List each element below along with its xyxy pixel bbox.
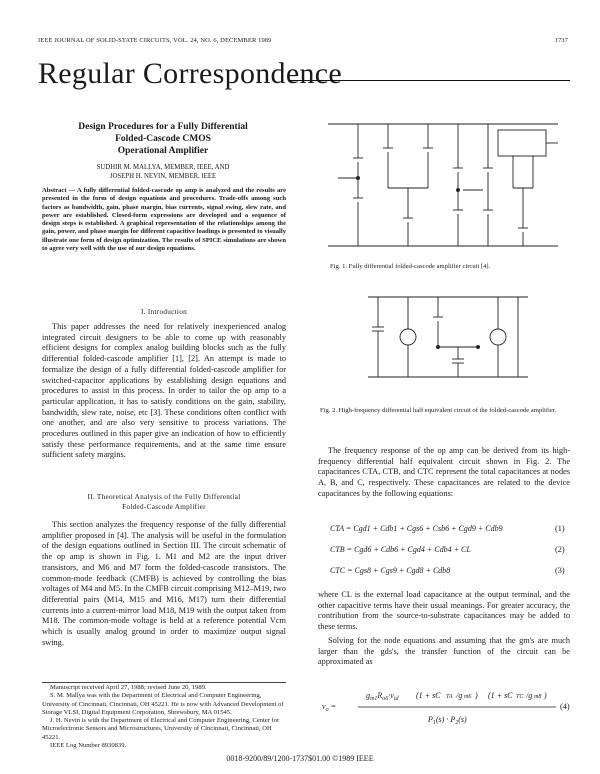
running-header — [38, 37, 568, 44]
equation-4 — [318, 676, 558, 736]
svg-text:): ) — [544, 691, 547, 700]
equation-3-number: (3) — [555, 566, 565, 575]
svg-text:TA: TA — [446, 694, 453, 700]
footnote: IEEE Log Number 8930839. — [50, 742, 127, 750]
introduction-text: This paper addresses the need for relatively inexperienced analog integrated circuit designers to be able to come up with reasonably efficient designs for complex analog building blocks such as the fully differential folded-cascode amplifier [1], [2]. An attempt is made to formalize the design of a fully differential folded-cascode amplifier for switched-capacitor applications by establishing design equations and procedures to assist in this process. In order to tailor the op amp to a particular application, it has to satisfy conditions on the gain, stability, bandwidth, slew rate, noise, etc [3]. These conditions often conflict with one another, and are also very sensitive to process variations. The procedures outlined in this paper give an indication of how to efficiently satisfy these performance requirements, and at the same time ensure sufficient safety margins. — [42, 322, 286, 460]
svg-text:vo =: $v_o$ = — [322, 702, 336, 713]
svg-text:gm1Ro6·vid: $g_{m1}R_{o6}\cdot v_{id}$ — [366, 691, 399, 702]
equation-1: CTA = Cgd1 + Cdb1 + Cgs6 + Csb6 + Cgd9 + Cdb9 — [330, 524, 503, 533]
section-2-text: This section analyzes the frequency response of the fully differential amplifier proposed in [4]. The analysis will be useful in the formulation of the design equations outlined in Section III. The circuit schematic of the op amp is shown in Fig. 1. M1 and M2 are the input driver transistors, and M6 and M7 form the folded-cascode transistors. The common-mode feedback (CMFB) is achieved by controlling the bias voltages of M4 and M5. In the CMFB circuit comprising M12–M19, two differential pairs (M14, M15 and M16, M17) turn their differential currents into a current-mirror load M18, M19 with the output taken from M18. The common-mode voltage is held at a reference potential Vcm which is usually analog ground in order to maximize output signal swing. — [42, 520, 286, 647]
paper-title-line: Operational Amplifier — [117, 146, 209, 156]
paper-title-line: Folded-Cascode CMOS — [115, 134, 211, 144]
figure-2-caption: Fig. 2. High-frequency differential half equivalent circuit of the folded-cascode amplifier. — [320, 407, 557, 414]
paper-title — [48, 121, 278, 157]
svg-text:/g: /g — [526, 691, 533, 700]
section-title: Regular Correspondence — [38, 57, 342, 90]
figure-1-caption: Fig. 1. Fully differential folded-cascode amplifier circuit [4]. — [330, 263, 491, 270]
equation-1-number: (1) — [555, 524, 565, 533]
equation-2-number: (2) — [555, 545, 565, 554]
section-2-heading-line: Folded-Cascode Amplifier — [122, 503, 206, 511]
svg-text:P1(s) · P2(s): $P_1(s) \cdot P_2(s)$ — [428, 715, 467, 726]
svg-text:m6: m6 — [464, 694, 472, 700]
footnotes — [42, 684, 286, 750]
footnote: S. M. Mallya was with the Department of Electrical and Computer Engineering, University of Cincinnati, Cincinnati, OH 45221. He is now with Advanced Development of Storage VLSI, Digital Equipment Corporation, Shrewsbury, MA 01545. — [42, 692, 284, 716]
footnote-rule — [42, 682, 286, 683]
author-line: SUDHIR M. MALLYA, MEMBER, IEEE, AND — [96, 164, 230, 171]
right-paragraph-1: The frequency response of the op amp can be derived from its high-frequency differential half equivalent circuit shown in Fig. 2. The capacitances CTA, CTB, and CTC represent the total capacitances at nodes A, B, and C, respectively. These capacitances are related to the device capacitances by the following equations: — [318, 446, 570, 498]
right-paragraph-3: Solving for the node equations and assuming that the gm's are much larger than the gds's, the transfer function of the circuit can be approximated as — [318, 636, 570, 667]
section-2-heading-line: II. Theoretical Analysis of the Fully Differential — [87, 493, 241, 501]
svg-text:): ) — [475, 691, 478, 700]
paper-title-line: Design Procedures for a Fully Differential — [78, 122, 248, 132]
authors — [48, 163, 278, 181]
journal-header: IEEE JOURNAL OF SOLID-STATE CIRCUITS, VOL. 24, NO. 6, DECEMBER 1989 — [38, 37, 272, 44]
title-rule — [290, 80, 570, 81]
svg-text:(1 + sC: (1 + sC — [488, 691, 513, 700]
equation-3: CTC = Cgs8 + Cgs9 + Cgd8 + Cdb8 — [330, 566, 451, 575]
equation-2: CTB = Cgd6 + Cdb6 + Cgd4 + Cdb4 + CL — [330, 545, 471, 554]
footnote: Manuscript received April 27, 1988; revised June 20, 1989. — [50, 684, 207, 691]
figure-2-schematic — [348, 287, 548, 387]
equation-4-number: (4) — [560, 702, 570, 711]
abstract: Abstract — A fully differential folded-cascode op amp is analyzed and the results are presented in the form of design equations and procedures. Trade-offs among such factors as bandwidth, gain, phase margin, bias currents, signal swing, slew rate, and power are established. Closed-form expressions are developed and a sequence of design steps is established. A graphical representation of the relationships among the gain, power, and phase margin for different capacitive loadings is presented to visually illustrate one form of design optimization. The results of SPICE simulations are shown to agree very well with the use of our design equations. — [42, 187, 286, 253]
copyright-line: 0018-9200/89/1200-1737$01.00 ©1989 IEEE — [226, 754, 374, 763]
figure-1-schematic — [318, 118, 568, 258]
svg-text:TC: TC — [516, 694, 524, 700]
footnote: J. H. Nevin is with the Department of Electrical and Computer Engineering, Center for Microelectronic Sensors and Microstructures, University of Cincinnati, Cincinnati, OH 45221. — [42, 717, 280, 741]
page-number: 1737 — [554, 37, 568, 44]
svg-text:m8: m8 — [534, 694, 542, 700]
section-2-heading — [42, 492, 286, 512]
svg-text:(1 + sC: (1 + sC — [416, 691, 441, 700]
right-paragraph-2: where CL is the external load capacitance at the output terminal, and the other capacitive terms have their usual meanings. For greater accuracy, the contribution from the source-to-substrate capacitances may be added to these terms. — [318, 590, 570, 632]
author-line: JOSEPH H. NEVIN, MEMBER, IEEE — [109, 173, 217, 180]
section-1-heading: I. Introduction — [140, 308, 188, 316]
svg-text:/g: /g — [456, 691, 463, 700]
